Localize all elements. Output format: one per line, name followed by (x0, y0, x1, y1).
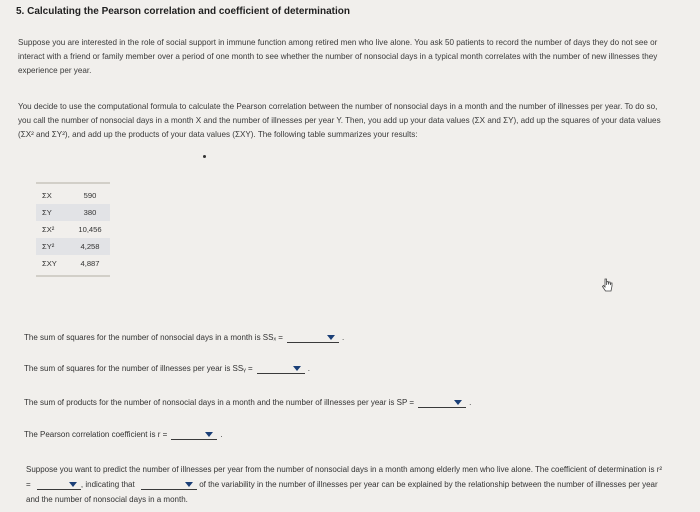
ssy-question-text: The sum of squares for the number of illnesses per year is SSᵧ = (24, 364, 253, 373)
sp-tail: . (469, 398, 472, 407)
caret-down-icon (454, 400, 462, 405)
row-label: ΣXY (42, 259, 57, 268)
row-label: ΣX² (42, 225, 55, 234)
r-squared-dropdown[interactable] (37, 480, 81, 490)
ssy-dropdown[interactable] (257, 363, 305, 374)
caret-down-icon (69, 482, 77, 487)
r-dropdown[interactable] (171, 429, 217, 440)
intro-paragraph: Suppose you are interested in the role of social support in immune function among retired men who live alone. You ask 50 patients to record the number of days they do not see or interact with a friend or family member over a period of one month to see whether the number of nonsocial days in a typical month correlates with the number of new illnesses they experience per year. (18, 38, 658, 75)
variability-dropdown[interactable] (141, 480, 197, 490)
method-paragraph: You decide to use the computational formula to calculate the Pearson correlation between the number of nonsocial days in a month and the number of illnesses per year. To do so, you call the number of nonsocial days in a month X and the number of illnesses per year Y. Then, you add up your data values (ΣX and ΣY), add up the squares of your data values (ΣX² and ΣY²), and add up the products of your data values (ΣXY). The following table summarizes your results: (18, 102, 661, 139)
caret-down-icon (327, 335, 335, 340)
sp-dropdown[interactable] (418, 397, 466, 408)
table-row (36, 187, 110, 204)
row-value: 380 (83, 208, 97, 217)
ssx-tail: . (341, 333, 345, 342)
determination-text-3: of the variability in the number of illnesses per year can be explained by the relationship between the number of illnesses per year and the number of nonsocial days in a month. (26, 480, 658, 504)
ssx-dropdown[interactable] (287, 332, 339, 343)
row-value: 4,887 (80, 259, 100, 268)
table-row (36, 204, 110, 221)
row-label: ΣY² (42, 242, 55, 251)
row-label: ΣX (42, 191, 52, 200)
sp-question (24, 397, 471, 408)
row-value: 590 (83, 191, 97, 200)
determination-question (26, 462, 666, 507)
ssy-question (24, 363, 310, 374)
determination-text-1: Suppose you want to predict the number of illnesses per year from the number of nonsocial days in a month among elderly men who live alone. The coefficient of determination is r² = (26, 465, 663, 489)
determination-text-2: , indicating that (80, 480, 135, 489)
ssx-question-text: The sum of squares for the number of nonsocial days in a month is SSₓ = (24, 333, 283, 342)
sp-question-text: The sum of products for the number of nonsocial days in a month and the number of illnesses per year is SP = (24, 398, 415, 407)
table-row (36, 221, 110, 238)
r-question (24, 429, 223, 440)
stray-dot (203, 155, 206, 158)
caret-down-icon (185, 482, 193, 487)
r-question-text: The Pearson correlation coefficient is r = (24, 430, 168, 439)
ssy-tail: . (307, 364, 310, 373)
row-label: ΣY (42, 208, 52, 217)
row-value: 10,456 (78, 225, 102, 234)
table-row (36, 255, 110, 272)
caret-down-icon (293, 366, 301, 371)
summary-table (36, 182, 110, 277)
pointer-cursor-icon (602, 278, 614, 292)
ssx-question (24, 332, 344, 343)
row-value: 4,258 (80, 242, 100, 251)
r-tail: . (220, 430, 223, 439)
question-title: 5. Calculating the Pearson correlation and coefficient of determination (16, 6, 350, 17)
table-row (36, 238, 110, 255)
caret-down-icon (205, 432, 213, 437)
